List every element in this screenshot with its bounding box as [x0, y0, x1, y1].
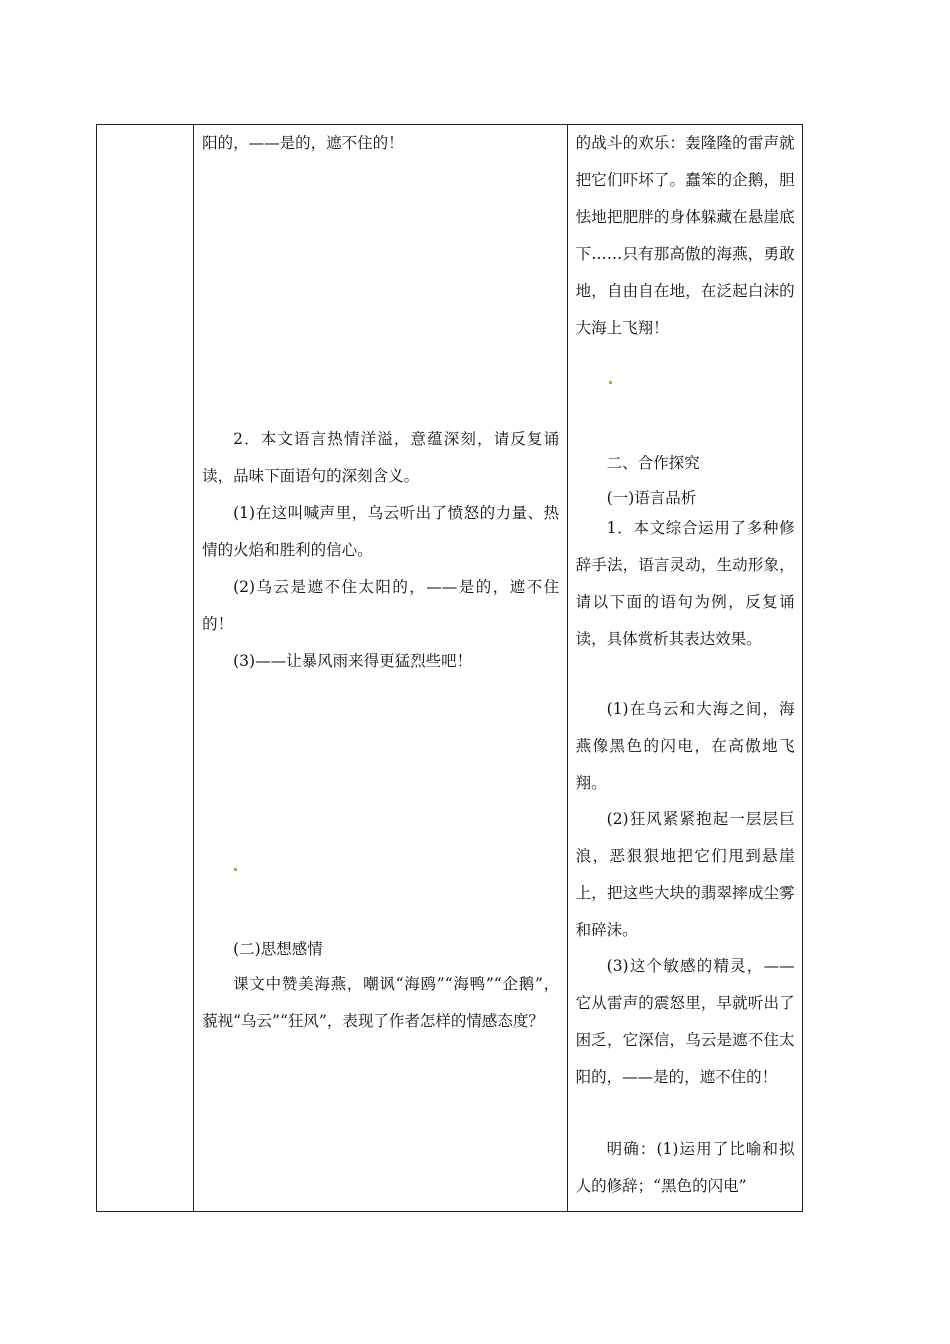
question-2-item-3: (3)——让暴风雨来得更猛烈些吧！: [233, 652, 473, 670]
answer-text: 明确：(1)运用了比喻和拟人的修辞；“黑色的闪电”: [575, 1140, 795, 1195]
scan-mark: [609, 381, 612, 384]
section-2-heading: (二)思想感情: [233, 940, 323, 958]
table-row: [97, 125, 803, 1212]
question-2-item-2: (2)乌云是遮不住太阳的，——是的，遮不住的！: [202, 578, 560, 633]
left-column-cell: [97, 125, 194, 1212]
question-1-item-3: (3)这个敏感的精灵，——它从雷声的震怒里，早就听出了困乏，它深信，乌云是遮不住太阳的，——是的，遮不住的！: [575, 957, 795, 1086]
middle-column-cell: [194, 125, 568, 1212]
part-heading: 二、合作探究: [606, 454, 700, 472]
scan-mark: [234, 868, 237, 871]
middle-top-continuation: 阳的，——是的，遮不住的！: [202, 134, 404, 152]
right-column-cell: [567, 125, 802, 1212]
question-1-intro: 1．本文综合运用了多种修辞手法，语言灵动，生动形象，请以下面的语句为例，反复诵读，具体赏析其表达效果。: [575, 519, 795, 648]
question-1-item-2: (2)狂风紧紧抱起一层层巨浪，恶狠狠地把它们甩到悬崖上，把这些大块的翡翠摔成尘雾和碎沫。: [575, 810, 795, 939]
question-1-item-1: (1)在乌云和大海之间，海燕像黑色的闪电，在高傲地飞翔。: [575, 700, 795, 792]
question-2-intro: 2．本文语言热情洋溢，意蕴深刻，请反复诵读，品味下面语句的深刻含义。: [202, 430, 560, 485]
right-top-continuation: 的战斗的欢乐：轰隆隆的雷声就把它们吓坏了。蠢笨的企鹅，胆怯地把肥胖的身体躲藏在悬崖底下……只有那高傲的海燕，勇敢地，自由自在地，在泛起白沫的大海上飞翔！: [575, 134, 795, 337]
sub-heading: (一)语言品析: [606, 489, 697, 507]
lesson-table: [96, 124, 803, 1212]
question-2-item-1: (1)在这叫喊声里，乌云听出了愤怒的力量、热情的火焰和胜利的信心。: [202, 504, 560, 559]
section-2-question: 课文中赞美海燕，嘲讽“海鸥”“海鸭”“企鹅”，藐视“乌云”“狂风”，表现了作者怎样的情感态度？: [202, 975, 560, 1030]
